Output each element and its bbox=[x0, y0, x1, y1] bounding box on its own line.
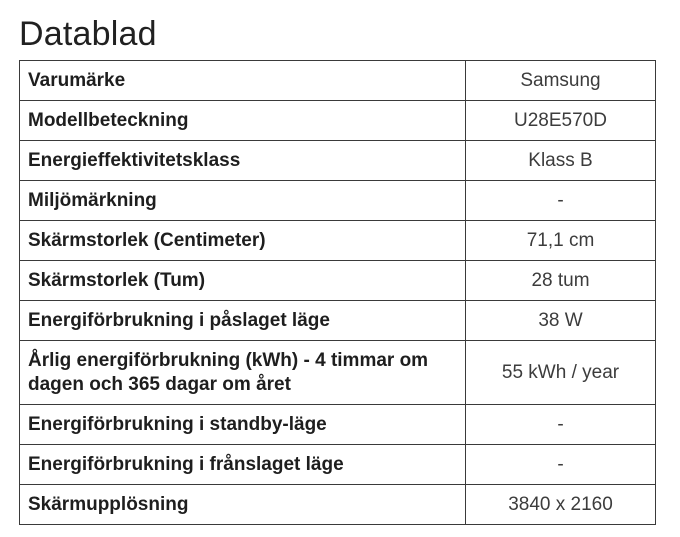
table-row-energy-class bbox=[20, 141, 656, 181]
row-value: - bbox=[466, 181, 656, 221]
row-value: 28 tum bbox=[466, 261, 656, 301]
table-row-model bbox=[20, 101, 656, 141]
table-row-power-on bbox=[20, 301, 656, 341]
row-label: Energiförbrukning i standby-läge bbox=[20, 405, 466, 445]
row-label: Miljömärkning bbox=[20, 181, 466, 221]
table-row-brand bbox=[20, 61, 656, 101]
row-label: Energieffektivitetsklass bbox=[20, 141, 466, 181]
table-row-power-off bbox=[20, 445, 656, 485]
page-title: Datablad bbox=[19, 15, 157, 53]
row-value: 38 W bbox=[466, 301, 656, 341]
row-label: Modellbeteckning bbox=[20, 101, 466, 141]
row-value: Klass B bbox=[466, 141, 656, 181]
table-row-annual-energy bbox=[20, 341, 656, 405]
row-value: - bbox=[466, 445, 656, 485]
row-value: Samsung bbox=[466, 61, 656, 101]
table-row-screen-size-cm bbox=[20, 221, 656, 261]
row-value: 55 kWh / year bbox=[466, 341, 656, 405]
row-value: 71,1 cm bbox=[466, 221, 656, 261]
table-row-eco-label bbox=[20, 181, 656, 221]
row-value: U28E570D bbox=[466, 101, 656, 141]
row-label: Varumärke bbox=[20, 61, 466, 101]
table-row-resolution bbox=[20, 485, 656, 525]
row-label: Skärmstorlek (Tum) bbox=[20, 261, 466, 301]
row-value: 3840 x 2160 bbox=[466, 485, 656, 525]
row-value: - bbox=[466, 405, 656, 445]
row-label: Årlig energiförbrukning (kWh) - 4 timmar om dagen och 365 dagar om året bbox=[20, 341, 466, 405]
row-label: Skärmupplösning bbox=[20, 485, 466, 525]
row-label: Energiförbrukning i frånslaget läge bbox=[20, 445, 466, 485]
row-label: Skärmstorlek (Centimeter) bbox=[20, 221, 466, 261]
table-row-standby bbox=[20, 405, 656, 445]
spec-table bbox=[19, 60, 656, 525]
row-label: Energiförbrukning i påslaget läge bbox=[20, 301, 466, 341]
table-row-screen-size-inch bbox=[20, 261, 656, 301]
